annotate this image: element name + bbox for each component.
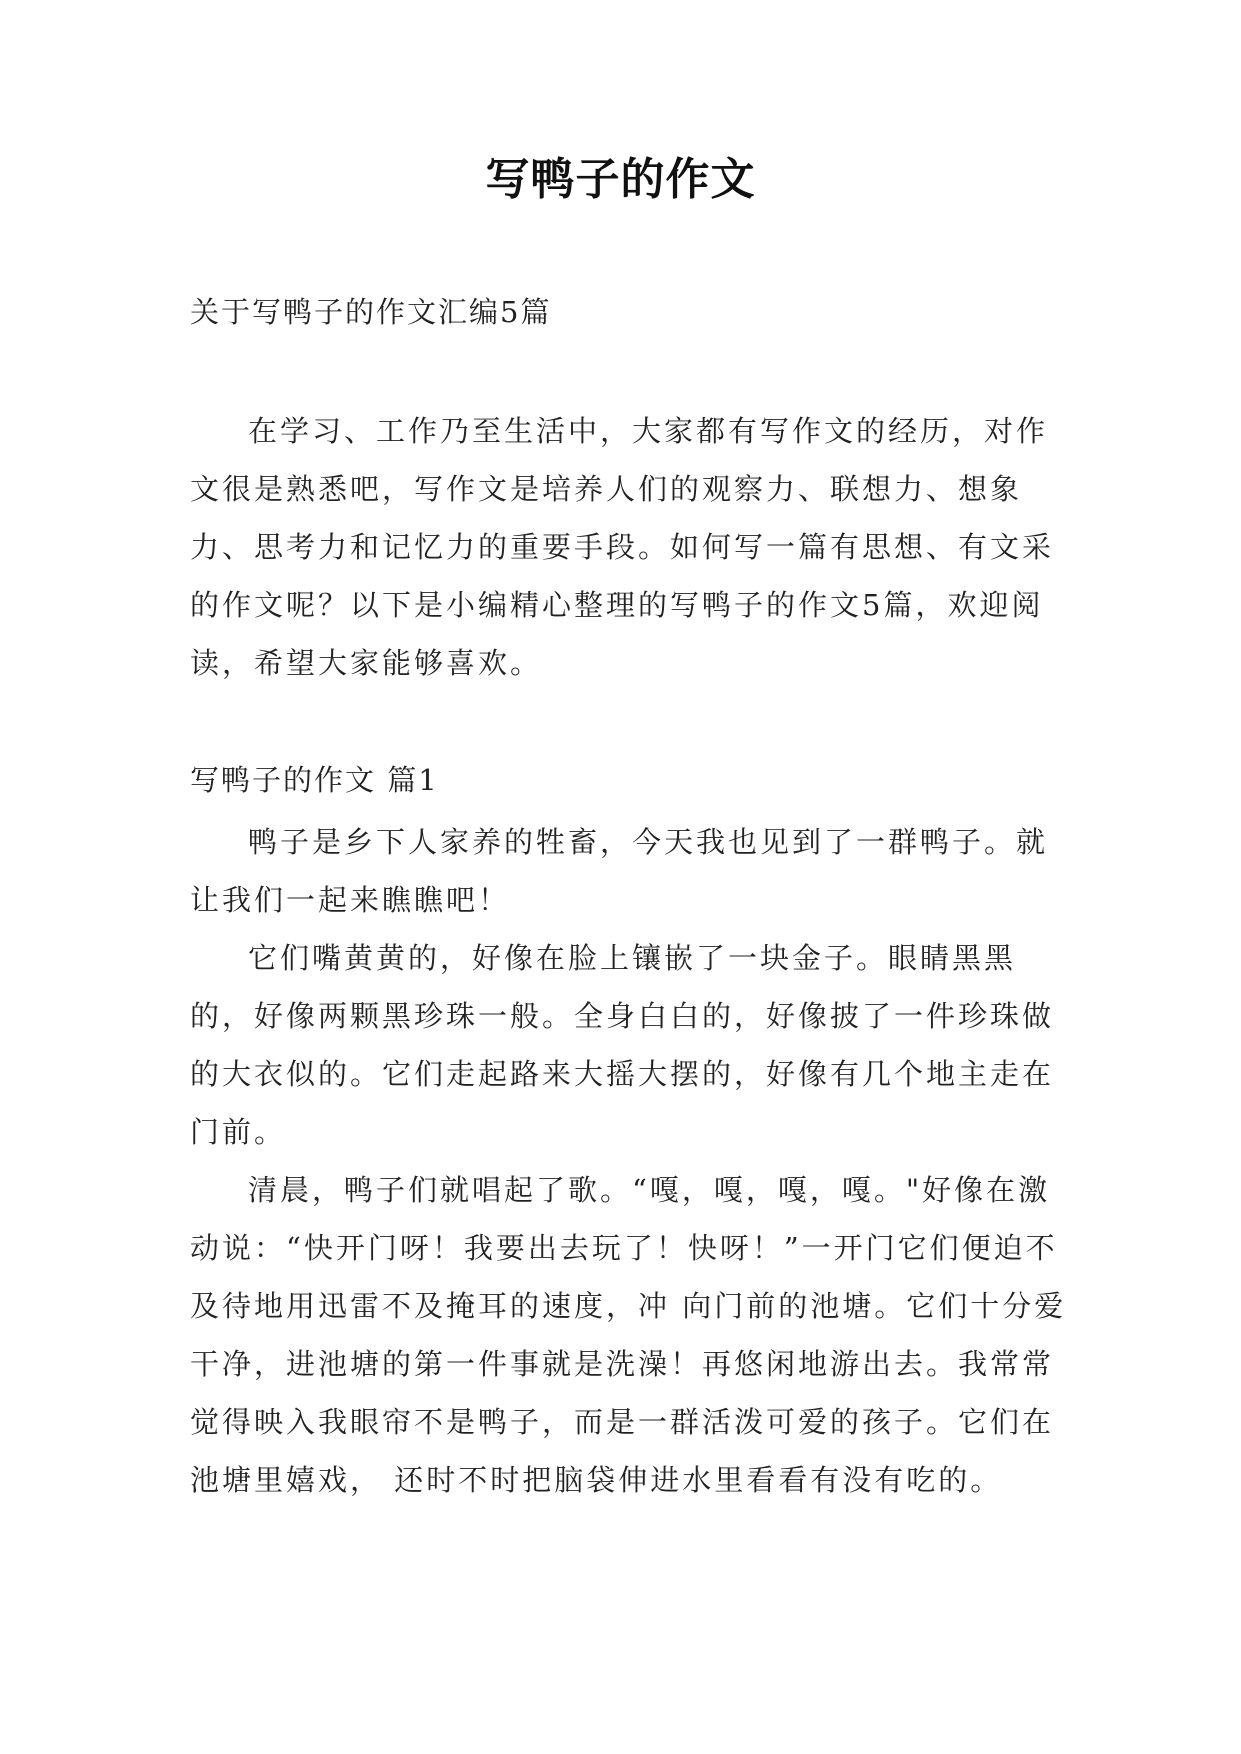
section-heading: 写鸭子的作文 篇1 (190, 763, 439, 797)
document-title: 写鸭子的作文 (485, 154, 756, 205)
essay-paragraph-1: 鸭子是乡下人家养的牲畜，今天我也见到了一群鸭子。就让我们一起来瞧瞧吧！ (190, 825, 1049, 917)
essay-paragraph-2: 它们嘴黄黄的，好像在脸上镶嵌了一块金子。眼睛黑黑的，好像两颗黑珍珠一般。全身白白的，好像披了一件珍珠做的大衣似的。它们走起路来大摇大摆的，好像有几个地主走在门前。 (190, 941, 1055, 1149)
essay-paragraph-3: 清晨，鸭子们就唱起了歌。“嘎，嘎，嘎，嘎。"好像在激动说：“快开门呀！我要出去玩了！快呀！”一开门它们便迫不及待地用迅雷不及掩耳的速度，冲 向门前的池塘。它们十分爱干净，进池塘的第一件事就是洗澡！再悠闲地游出去。我常常觉得映入我眼帘不是鸭子，而是一群活泼可爱的孩子。它们在池塘里嬉戏， 还时不时把脑袋伸进水里看看有没有吃的。 (190, 1173, 1067, 1497)
essay-body (190, 813, 1070, 1509)
document-subtitle: 关于写鸭子的作文汇编5篇 (190, 295, 552, 329)
intro-paragraph: 在学习、工作乃至生活中，大家都有写作文的经历，对作文很是熟悉吧，写作文是培养人们的观察力、联想力、想象力、思考力和记忆力的重要手段。如何写一篇有思想、有文采的作文呢？以下是小编精心整理的写鸭子的作文5篇，欢迎阅读，希望大家能够喜欢。 (190, 414, 1055, 680)
intro-section (190, 402, 1070, 692)
